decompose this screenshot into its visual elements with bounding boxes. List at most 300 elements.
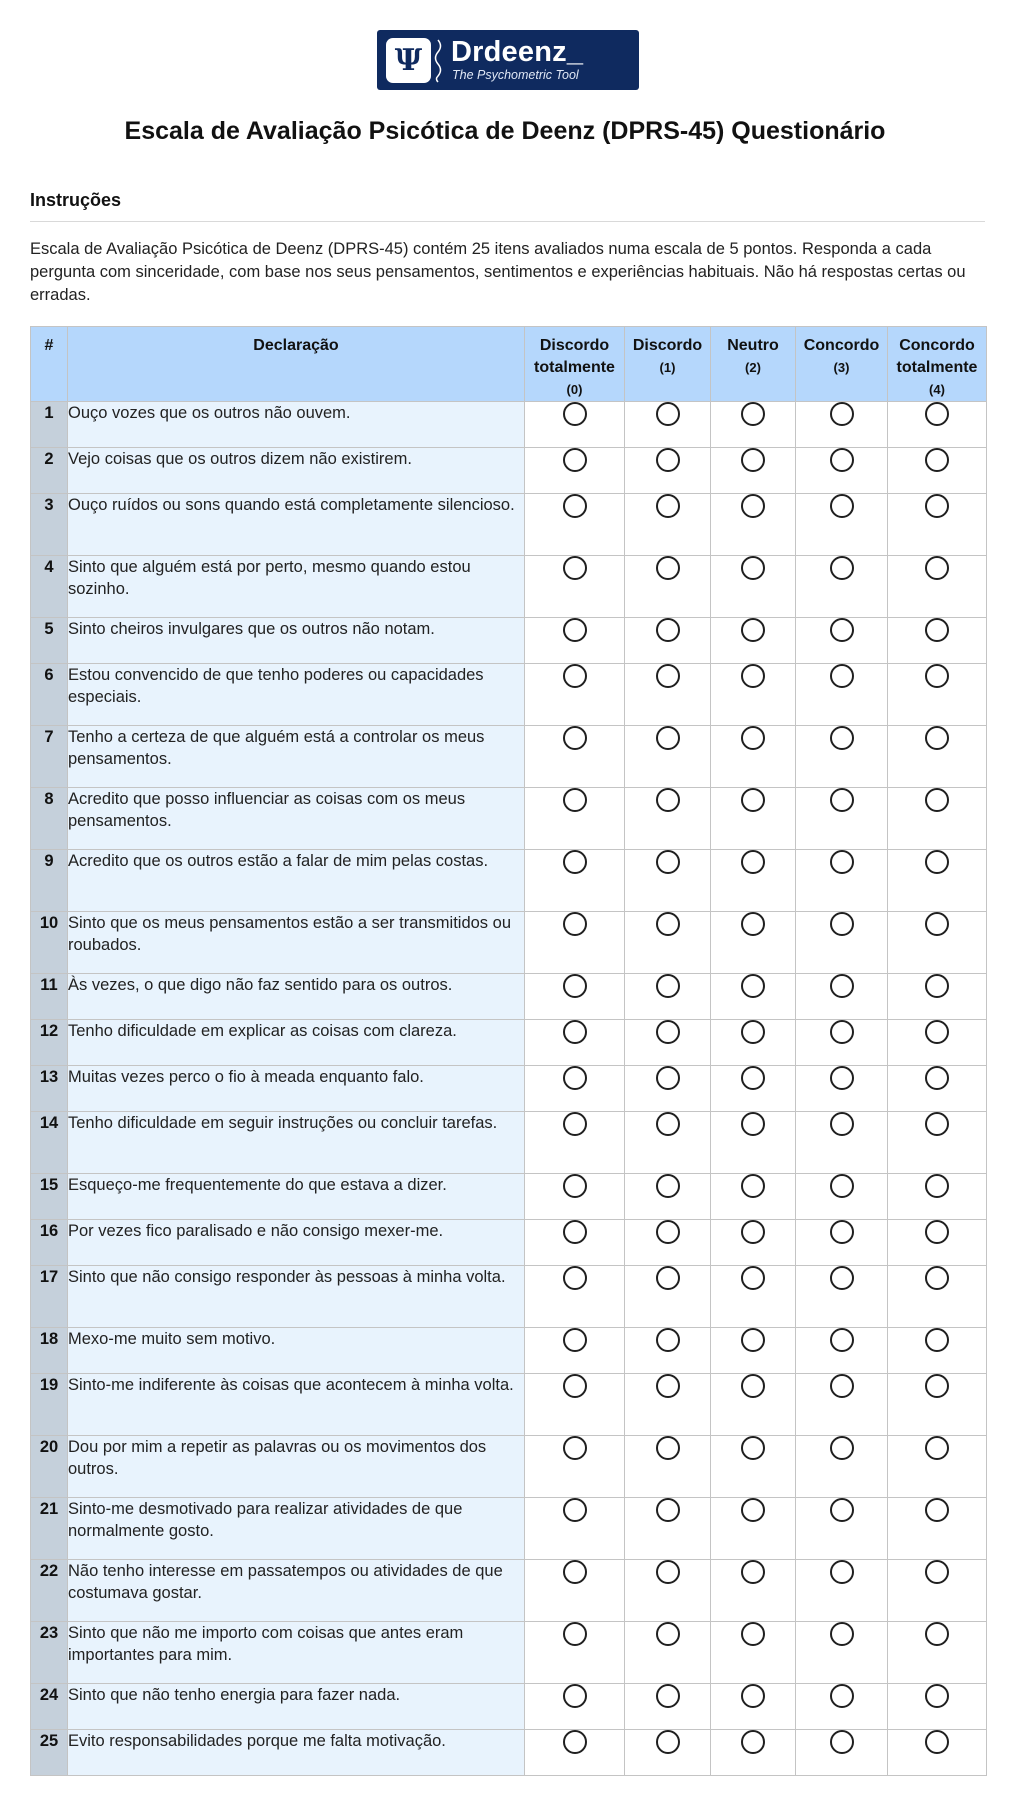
- option-cell: [625, 1436, 711, 1498]
- radio-option-3[interactable]: [830, 1266, 854, 1290]
- table-row: [31, 1066, 987, 1112]
- radio-option-2[interactable]: [741, 1560, 765, 1584]
- radio-option-1[interactable]: [656, 726, 680, 750]
- item-number: 12: [31, 1020, 68, 1066]
- radio-option-2[interactable]: [741, 1112, 765, 1136]
- option-cell: [796, 850, 888, 912]
- item-number: 4: [31, 556, 68, 618]
- option-cell: [888, 1174, 987, 1220]
- item-statement: Sinto que não consigo responder às pessoas à minha volta.: [68, 1266, 525, 1328]
- option-cell: [711, 1560, 796, 1622]
- radio-option-0[interactable]: [563, 1174, 587, 1198]
- table-row: [31, 1112, 987, 1174]
- option-cell: [888, 448, 987, 494]
- option-cell: [888, 556, 987, 618]
- radio-option-2[interactable]: [741, 912, 765, 936]
- radio-option-4[interactable]: [925, 1684, 949, 1708]
- radio-option-1[interactable]: [656, 618, 680, 642]
- option-cell: [796, 1174, 888, 1220]
- item-statement: Não tenho interesse em passatempos ou atividades de que costumava gostar.: [68, 1560, 525, 1622]
- option-cell: [525, 448, 625, 494]
- radio-option-4[interactable]: [925, 788, 949, 812]
- option-cell: [625, 556, 711, 618]
- option-cell: [888, 1560, 987, 1622]
- radio-option-2[interactable]: [741, 1328, 765, 1352]
- option-cell: [711, 1684, 796, 1730]
- radio-option-4[interactable]: [925, 1436, 949, 1460]
- radio-option-1[interactable]: [656, 1266, 680, 1290]
- option-cell: [796, 1622, 888, 1684]
- radio-option-1[interactable]: [656, 448, 680, 472]
- header-option-4: Concordo totalmente (4): [888, 327, 987, 402]
- radio-option-4[interactable]: [925, 1560, 949, 1584]
- radio-option-4[interactable]: [925, 726, 949, 750]
- option-cell: [711, 850, 796, 912]
- option-cell: [525, 556, 625, 618]
- option-cell: [796, 1560, 888, 1622]
- table-row: [31, 1622, 987, 1684]
- item-statement: Sinto-me desmotivado para realizar atividades de que normalmente gosto.: [68, 1498, 525, 1560]
- radio-option-3[interactable]: [830, 850, 854, 874]
- radio-option-3[interactable]: [830, 1560, 854, 1584]
- radio-option-3[interactable]: [830, 1066, 854, 1090]
- item-statement: Evito responsabilidades porque me falta motivação.: [68, 1730, 525, 1776]
- radio-option-3[interactable]: [830, 618, 854, 642]
- radio-option-4[interactable]: [925, 1020, 949, 1044]
- option-cell: [525, 618, 625, 664]
- item-statement: Esqueço-me frequentemente do que estava a dizer.: [68, 1174, 525, 1220]
- option-cell: [625, 912, 711, 974]
- radio-option-3[interactable]: [830, 726, 854, 750]
- option-cell: [888, 1266, 987, 1328]
- item-number: 13: [31, 1066, 68, 1112]
- table-row: [31, 1684, 987, 1730]
- radio-option-4[interactable]: [925, 1374, 949, 1398]
- option-cell: [525, 1374, 625, 1436]
- radio-option-2[interactable]: [741, 664, 765, 688]
- option-cell: [796, 556, 888, 618]
- radio-option-0[interactable]: [563, 1684, 587, 1708]
- radio-option-4[interactable]: [925, 1328, 949, 1352]
- radio-option-1[interactable]: [656, 556, 680, 580]
- radio-option-0[interactable]: [563, 974, 587, 998]
- option-cell: [711, 1622, 796, 1684]
- radio-option-4[interactable]: [925, 912, 949, 936]
- radio-option-4[interactable]: [925, 1730, 949, 1754]
- radio-option-0[interactable]: [563, 1112, 587, 1136]
- radio-option-1[interactable]: [656, 494, 680, 518]
- radio-option-1[interactable]: [656, 788, 680, 812]
- radio-option-3[interactable]: [830, 1220, 854, 1244]
- item-number: 1: [31, 402, 68, 448]
- radio-option-3[interactable]: [830, 1174, 854, 1198]
- option-cell: [796, 788, 888, 850]
- option-cell: [625, 1498, 711, 1560]
- radio-option-1[interactable]: [656, 1374, 680, 1398]
- option-cell: [888, 402, 987, 448]
- table-row: [31, 1328, 987, 1374]
- radio-option-4[interactable]: [925, 1266, 949, 1290]
- radio-option-2[interactable]: [741, 494, 765, 518]
- radio-option-2[interactable]: [741, 1066, 765, 1090]
- option-cell: [796, 1220, 888, 1266]
- radio-option-4[interactable]: [925, 850, 949, 874]
- radio-option-2[interactable]: [741, 1436, 765, 1460]
- radio-option-0[interactable]: [563, 618, 587, 642]
- item-number: 23: [31, 1622, 68, 1684]
- radio-option-3[interactable]: [830, 494, 854, 518]
- radio-option-1[interactable]: [656, 1560, 680, 1584]
- table-row: [31, 1436, 987, 1498]
- radio-option-1[interactable]: [656, 1020, 680, 1044]
- radio-option-0[interactable]: [563, 788, 587, 812]
- radio-option-0[interactable]: [563, 1730, 587, 1754]
- option-cell: [888, 1374, 987, 1436]
- table-row: [31, 1220, 987, 1266]
- radio-option-2[interactable]: [741, 1730, 765, 1754]
- option-cell: [888, 726, 987, 788]
- radio-option-3[interactable]: [830, 448, 854, 472]
- radio-option-0[interactable]: [563, 448, 587, 472]
- item-number: 10: [31, 912, 68, 974]
- item-statement: Muitas vezes perco o fio à meada enquanto falo.: [68, 1066, 525, 1112]
- item-number: 16: [31, 1220, 68, 1266]
- radio-option-2[interactable]: [741, 850, 765, 874]
- instructions-heading: Instruções: [30, 190, 122, 210]
- option-cell: [625, 1328, 711, 1374]
- radio-option-3[interactable]: [830, 1730, 854, 1754]
- item-statement: Sinto que os meus pensamentos estão a ser transmitidos ou roubados.: [68, 912, 525, 974]
- radio-option-1[interactable]: [656, 1498, 680, 1522]
- item-statement: Sinto que não tenho energia para fazer nada.: [68, 1684, 525, 1730]
- radio-option-1[interactable]: [656, 1066, 680, 1090]
- option-cell: [711, 556, 796, 618]
- radio-option-3[interactable]: [830, 1020, 854, 1044]
- option-cell: [711, 1328, 796, 1374]
- option-cell: [625, 1174, 711, 1220]
- radio-option-0[interactable]: [563, 726, 587, 750]
- item-number: 15: [31, 1174, 68, 1220]
- option-cell: [796, 1328, 888, 1374]
- radio-option-2[interactable]: [741, 1220, 765, 1244]
- option-cell: [711, 1266, 796, 1328]
- option-cell: [796, 664, 888, 726]
- radio-option-1[interactable]: [656, 1684, 680, 1708]
- item-number: 8: [31, 788, 68, 850]
- table-row: [31, 1174, 987, 1220]
- option-cell: [796, 974, 888, 1020]
- option-cell: [888, 912, 987, 974]
- item-statement: Sinto que não me importo com coisas que antes eram importantes para mim.: [68, 1622, 525, 1684]
- radio-option-1[interactable]: [656, 402, 680, 426]
- radio-option-3[interactable]: [830, 788, 854, 812]
- option-cell: [525, 1498, 625, 1560]
- option-cell: [525, 726, 625, 788]
- option-cell: [711, 402, 796, 448]
- radio-option-2[interactable]: [741, 1498, 765, 1522]
- option-cell: [625, 618, 711, 664]
- option-cell: [625, 448, 711, 494]
- radio-option-3[interactable]: [830, 664, 854, 688]
- radio-option-0[interactable]: [563, 850, 587, 874]
- option-cell: [625, 1112, 711, 1174]
- table-row: [31, 974, 987, 1020]
- radio-option-2[interactable]: [741, 1266, 765, 1290]
- option-cell: [796, 726, 888, 788]
- radio-option-1[interactable]: [656, 1328, 680, 1352]
- option-cell: [525, 1112, 625, 1174]
- option-cell: [888, 1066, 987, 1112]
- radio-option-0[interactable]: [563, 1436, 587, 1460]
- radio-option-3[interactable]: [830, 402, 854, 426]
- radio-option-3[interactable]: [830, 556, 854, 580]
- radio-option-0[interactable]: [563, 1328, 587, 1352]
- option-cell: [525, 494, 625, 556]
- header-option-3: Concordo (3): [796, 327, 888, 402]
- radio-option-3[interactable]: [830, 1498, 854, 1522]
- radio-option-1[interactable]: [656, 1730, 680, 1754]
- item-number: 14: [31, 1112, 68, 1174]
- table-row: [31, 1266, 987, 1328]
- radio-option-1[interactable]: [656, 1436, 680, 1460]
- option-cell: [888, 1112, 987, 1174]
- item-statement: Tenho a certeza de que alguém está a controlar os meus pensamentos.: [68, 726, 525, 788]
- option-cell: [625, 974, 711, 1020]
- radio-option-3[interactable]: [830, 1684, 854, 1708]
- header-statement: Declaração: [68, 327, 525, 402]
- option-cell: [625, 1066, 711, 1112]
- table-row: [31, 1498, 987, 1560]
- item-number: 24: [31, 1684, 68, 1730]
- option-cell: [888, 1436, 987, 1498]
- radio-option-1[interactable]: [656, 664, 680, 688]
- radio-option-2[interactable]: [741, 974, 765, 998]
- radio-option-1[interactable]: [656, 1174, 680, 1198]
- option-cell: [711, 448, 796, 494]
- option-cell: [796, 494, 888, 556]
- radio-option-2[interactable]: [741, 448, 765, 472]
- item-number: 18: [31, 1328, 68, 1374]
- radio-option-2[interactable]: [741, 1020, 765, 1044]
- table-row: [31, 1374, 987, 1436]
- radio-option-0[interactable]: [563, 1020, 587, 1044]
- radio-option-3[interactable]: [830, 1112, 854, 1136]
- option-cell: [525, 850, 625, 912]
- option-cell: [525, 1560, 625, 1622]
- radio-option-1[interactable]: [656, 974, 680, 998]
- option-cell: [525, 1220, 625, 1266]
- radio-option-4[interactable]: [925, 494, 949, 518]
- option-cell: [625, 494, 711, 556]
- table-row: [31, 850, 987, 912]
- brand-name: Drdeenz_: [451, 36, 584, 68]
- radio-option-4[interactable]: [925, 1220, 949, 1244]
- item-statement: Ouço ruídos ou sons quando está completamente silencioso.: [68, 494, 525, 556]
- radio-option-3[interactable]: [830, 1436, 854, 1460]
- radio-option-0[interactable]: [563, 1066, 587, 1090]
- option-cell: [888, 1622, 987, 1684]
- radio-option-0[interactable]: [563, 1374, 587, 1398]
- item-number: 11: [31, 974, 68, 1020]
- radio-option-3[interactable]: [830, 1622, 854, 1646]
- option-cell: [796, 1020, 888, 1066]
- item-statement: Acredito que posso influenciar as coisas com os meus pensamentos.: [68, 788, 525, 850]
- option-cell: [625, 1684, 711, 1730]
- option-cell: [796, 1374, 888, 1436]
- radio-option-2[interactable]: [741, 556, 765, 580]
- option-cell: [888, 850, 987, 912]
- option-cell: [888, 664, 987, 726]
- option-cell: [796, 1266, 888, 1328]
- option-cell: [625, 1730, 711, 1776]
- item-number: 17: [31, 1266, 68, 1328]
- radio-option-4[interactable]: [925, 618, 949, 642]
- radio-option-2[interactable]: [741, 402, 765, 426]
- radio-option-0[interactable]: [563, 1266, 587, 1290]
- item-statement: Sinto-me indiferente às coisas que acontecem à minha volta.: [68, 1374, 525, 1436]
- radio-option-0[interactable]: [563, 664, 587, 688]
- option-cell: [711, 1020, 796, 1066]
- radio-option-1[interactable]: [656, 850, 680, 874]
- item-number: 5: [31, 618, 68, 664]
- option-cell: [711, 1374, 796, 1436]
- item-statement: Mexo-me muito sem motivo.: [68, 1328, 525, 1374]
- table-row: [31, 448, 987, 494]
- option-cell: [711, 494, 796, 556]
- option-cell: [525, 1730, 625, 1776]
- item-statement: Às vezes, o que digo não faz sentido para os outros.: [68, 974, 525, 1020]
- radio-option-0[interactable]: [563, 912, 587, 936]
- option-cell: [525, 1266, 625, 1328]
- option-cell: [525, 402, 625, 448]
- radio-option-1[interactable]: [656, 1622, 680, 1646]
- radio-option-2[interactable]: [741, 788, 765, 812]
- option-cell: [888, 1684, 987, 1730]
- radio-option-4[interactable]: [925, 556, 949, 580]
- option-cell: [711, 788, 796, 850]
- option-cell: [711, 1174, 796, 1220]
- option-cell: [711, 726, 796, 788]
- option-cell: [625, 1560, 711, 1622]
- option-cell: [888, 1220, 987, 1266]
- item-number: 20: [31, 1436, 68, 1498]
- divider: [30, 221, 985, 222]
- item-statement: Estou convencido de que tenho poderes ou capacidades especiais.: [68, 664, 525, 726]
- option-cell: [625, 1374, 711, 1436]
- option-cell: [525, 1066, 625, 1112]
- item-statement: Tenho dificuldade em explicar as coisas com clareza.: [68, 1020, 525, 1066]
- option-cell: [525, 1174, 625, 1220]
- radio-option-0[interactable]: [563, 556, 587, 580]
- page-title: Escala de Avaliação Psicótica de Deenz (DPRS-45) Questionário: [124, 117, 886, 145]
- radio-option-0[interactable]: [563, 1220, 587, 1244]
- option-cell: [625, 402, 711, 448]
- radio-option-4[interactable]: [925, 1498, 949, 1522]
- option-cell: [711, 912, 796, 974]
- radio-option-2[interactable]: [741, 1684, 765, 1708]
- radio-option-4[interactable]: [925, 1622, 949, 1646]
- option-cell: [525, 912, 625, 974]
- radio-option-4[interactable]: [925, 1112, 949, 1136]
- option-cell: [625, 664, 711, 726]
- table-row: [31, 402, 987, 448]
- option-cell: [525, 1328, 625, 1374]
- option-cell: [625, 1266, 711, 1328]
- radio-option-4[interactable]: [925, 664, 949, 688]
- radio-option-0[interactable]: [563, 1498, 587, 1522]
- option-cell: [525, 788, 625, 850]
- option-cell: [525, 1684, 625, 1730]
- radio-option-1[interactable]: [656, 912, 680, 936]
- table-row: [31, 664, 987, 726]
- option-cell: [796, 1684, 888, 1730]
- radio-option-2[interactable]: [741, 1374, 765, 1398]
- item-number: 9: [31, 850, 68, 912]
- radio-option-0[interactable]: [563, 1560, 587, 1584]
- option-cell: [625, 1220, 711, 1266]
- item-number: 2: [31, 448, 68, 494]
- radio-option-0[interactable]: [563, 1622, 587, 1646]
- table-row: [31, 556, 987, 618]
- option-cell: [711, 1220, 796, 1266]
- option-cell: [888, 618, 987, 664]
- item-number: 25: [31, 1730, 68, 1776]
- item-number: 6: [31, 664, 68, 726]
- radio-option-0[interactable]: [563, 402, 587, 426]
- radio-option-1[interactable]: [656, 1220, 680, 1244]
- radio-option-4[interactable]: [925, 1174, 949, 1198]
- questionnaire-table: [30, 326, 987, 1776]
- radio-option-4[interactable]: [925, 1066, 949, 1090]
- radio-option-2[interactable]: [741, 1622, 765, 1646]
- radio-option-2[interactable]: [741, 1174, 765, 1198]
- option-cell: [711, 1112, 796, 1174]
- radio-option-3[interactable]: [830, 1328, 854, 1352]
- item-statement: Acredito que os outros estão a falar de mim pelas costas.: [68, 850, 525, 912]
- option-cell: [525, 664, 625, 726]
- option-cell: [888, 494, 987, 556]
- option-cell: [525, 1020, 625, 1066]
- table-row: [31, 912, 987, 974]
- item-statement: Por vezes fico paralisado e não consigo mexer-me.: [68, 1220, 525, 1266]
- option-cell: [888, 974, 987, 1020]
- option-cell: [625, 850, 711, 912]
- radio-option-4[interactable]: [925, 448, 949, 472]
- option-cell: [796, 1112, 888, 1174]
- option-cell: [711, 664, 796, 726]
- header-option-2: Neutro (2): [711, 327, 796, 402]
- option-cell: [525, 1622, 625, 1684]
- radio-option-4[interactable]: [925, 402, 949, 426]
- option-cell: [796, 402, 888, 448]
- option-cell: [796, 618, 888, 664]
- item-number: 7: [31, 726, 68, 788]
- radio-option-0[interactable]: [563, 494, 587, 518]
- radio-option-3[interactable]: [830, 912, 854, 936]
- option-cell: [625, 788, 711, 850]
- radio-option-2[interactable]: [741, 618, 765, 642]
- radio-option-3[interactable]: [830, 974, 854, 998]
- option-cell: [525, 974, 625, 1020]
- option-cell: [888, 1020, 987, 1066]
- table-row: [31, 726, 987, 788]
- item-number: 21: [31, 1498, 68, 1560]
- radio-option-3[interactable]: [830, 1374, 854, 1398]
- radio-option-1[interactable]: [656, 1112, 680, 1136]
- radio-option-2[interactable]: [741, 726, 765, 750]
- option-cell: [888, 1730, 987, 1776]
- radio-option-4[interactable]: [925, 974, 949, 998]
